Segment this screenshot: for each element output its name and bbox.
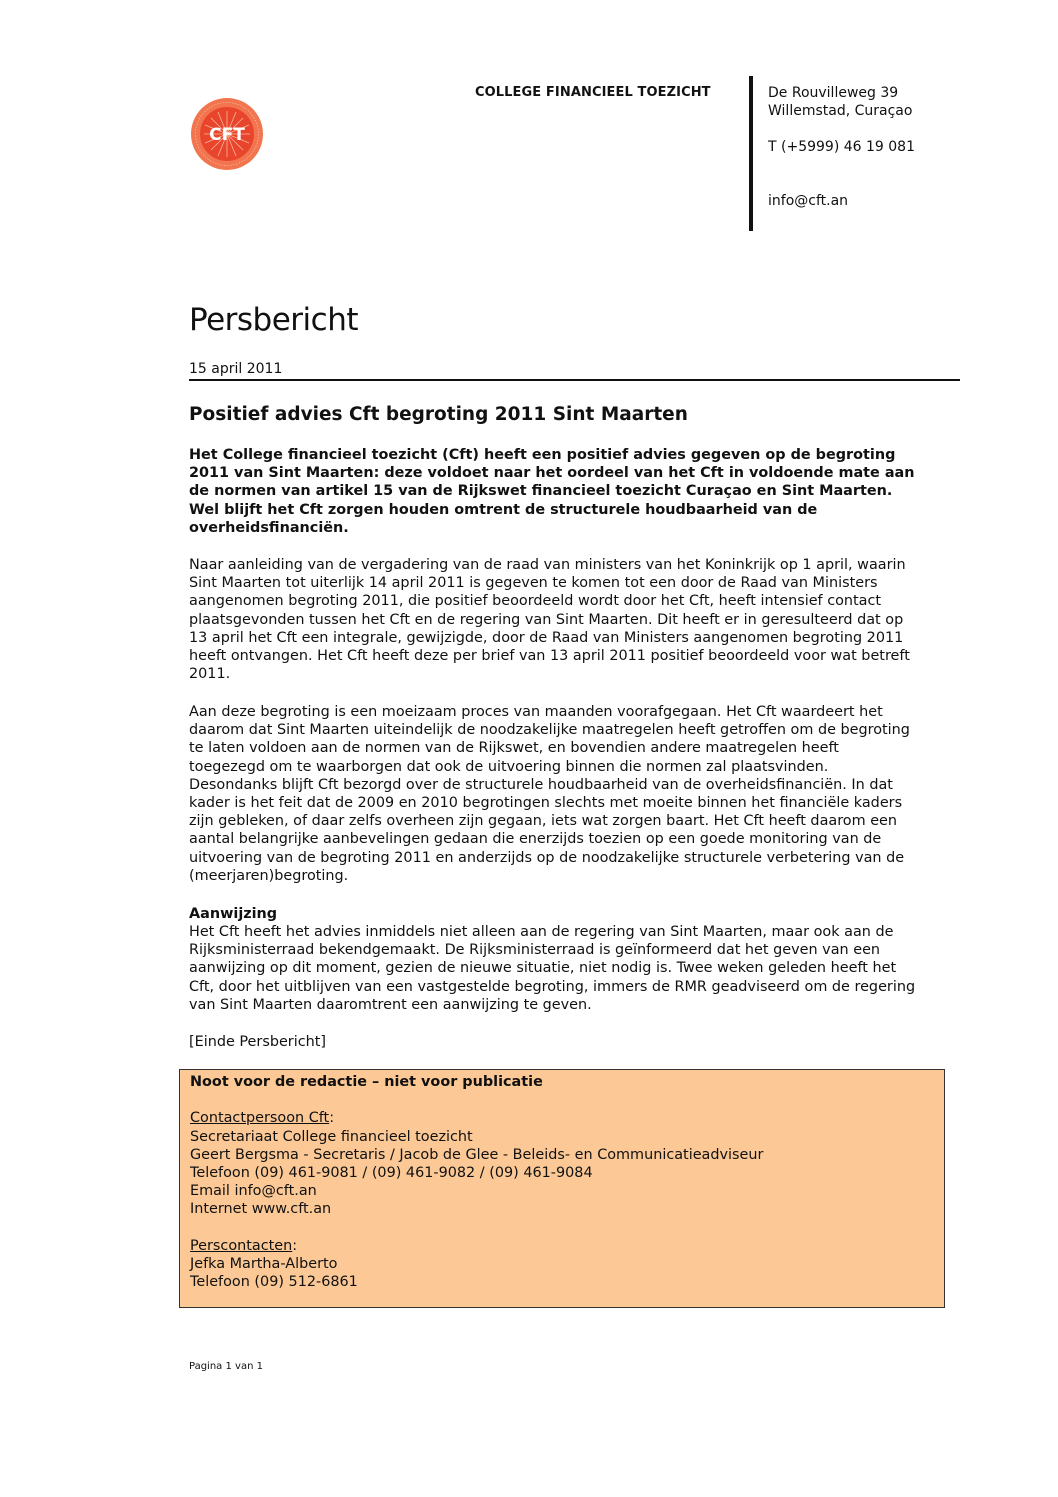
organization-name: COLLEGE FINANCIEEL TOEZICHT — [475, 85, 711, 100]
text-line: kader is het feit dat de 2009 en 2010 begrotingen slechts met moeite binnen het financiële kaders — [189, 795, 903, 812]
text-line: heeft ontvangen. Het Cft heeft deze per brief van 13 april 2011 positief beoordeeld voor wat betreft — [189, 648, 910, 665]
press-line: Jefka Martha-Alberto — [190, 1256, 338, 1272]
text-line: de normen van artikel 15 van de Rijkswet financieel toezicht Curaçao en Sint Maarten. — [189, 483, 893, 500]
text-line: plaatsgevonden tussen het Cft en de regering van Sint Maarten. Dit heeft er in geresulteerd dat op — [189, 611, 904, 628]
text-line: uitvoering van de begroting 2011 en anderzijds op de noodzakelijke structurele verbetering van de — [189, 849, 905, 866]
end-marker: [Einde Persbericht] — [189, 1034, 327, 1050]
text-line: overheidsfinanciën. — [189, 519, 349, 536]
text-line: Sint Maarten tot uiterlijk 14 april 2011 is gegeven te komen tot een door de Raad van Ministers — [189, 575, 878, 592]
headline: Positief advies Cft begroting 2011 Sint Maarten — [189, 404, 688, 425]
colon: : — [329, 1110, 335, 1127]
contact-line: Telefoon (09) 461-9081 / (09) 461-9082 / (09) 461-9084 — [190, 1165, 593, 1181]
document-type-title: Persbericht — [189, 302, 359, 338]
section-heading: Aanwijzing — [189, 906, 278, 922]
press-label-line — [190, 1237, 934, 1255]
colon: : — [292, 1237, 298, 1254]
editorial-note-box — [179, 1069, 945, 1308]
text-line: te laten voldoen aan de normen van de Rijkswet, en bovendien andere maatregelen heeft — [189, 740, 839, 757]
note-title: Noot voor de redactie – niet voor publicatie — [190, 1074, 543, 1090]
contact-line: Geert Bergsma - Secretaris / Jacob de Glee - Beleids- en Communicatieadviseur — [190, 1146, 764, 1163]
text-line: aantal belangrijke aanbevelingen gedaan die enerzijds toezien op een goede monitoring van de — [189, 831, 882, 848]
text-line: daarom dat Sint Maarten uiteindelijk de noodzakelijke maatregelen heeft getroffen om de begroting — [189, 722, 910, 739]
text-line: Het Cft heeft het advies inmiddels niet alleen aan de regering van Sint Maarten, maar ook aan de — [189, 924, 894, 940]
contact-website[interactable]: Internet www.cft.an — [190, 1201, 332, 1218]
text-line: Rijksministerraad bekendgemaakt. De Rijksministerraad is geïnformeerd dat het geven van een — [189, 942, 881, 959]
text-line: Wel blijft het Cft zorgen houden omtrent de structurele houdbaarheid van de — [189, 501, 818, 518]
paragraph-2 — [189, 703, 959, 885]
cft-logo — [190, 97, 264, 171]
title-divider — [189, 379, 960, 381]
contact-label: Contactpersoon Cft — [190, 1110, 330, 1127]
text-line: aangenomen begroting 2011, die positief beoordeeld wordt door het Cft, heeft intensief contact — [189, 593, 882, 610]
text-line: 2011 van Sint Maarten: deze voldoet naar het oordeel van het Cft in voldoende mate aan — [189, 465, 915, 482]
text-line: Het College financieel toezicht (Cft) heeft een positief advies gegeven op de begroting — [189, 447, 896, 463]
text-line: van Sint Maarten daaromtrent een aanwijzing te geven. — [189, 996, 592, 1013]
document-date: 15 april 2011 — [189, 361, 283, 377]
address-phone: T (+5999) 46 19 081 — [768, 139, 915, 155]
page-number: Pagina 1 van 1 — [189, 1361, 263, 1372]
header-divider — [749, 76, 753, 231]
contact-line: Secretariaat College financieel toezicht — [190, 1128, 473, 1145]
text-line: 2011. — [189, 666, 231, 683]
address-city: Willemstad, Curaçao — [768, 103, 913, 119]
text-line: Aan deze begroting is een moeizaam proces van maanden voorafgegaan. Het Cft waardeert het — [189, 704, 883, 720]
press-label: Perscontacten — [190, 1237, 293, 1254]
lead-paragraph — [189, 446, 959, 537]
contact-email[interactable]: Email info@cft.an — [190, 1183, 317, 1200]
text-line: zijn gebleken, of daar zelfs overheen zijn gegaan, iets wat zorgen baart. Het Cft heeft daarom een — [189, 813, 898, 830]
paragraph-1 — [189, 556, 959, 683]
text-line: (meerjaren)begroting. — [189, 867, 349, 884]
press-line: Telefoon (09) 512-6861 — [190, 1274, 358, 1291]
logo-text: CFT — [209, 125, 245, 145]
contact-label-line — [190, 1109, 934, 1127]
text-line: Naar aanleiding van de vergadering van de raad van ministers van het Koninkrijk op 1 april, waarin — [189, 557, 906, 573]
text-line: Cft, door het uitblijven van een vastgestelde begroting, immers de RMR geadviseerd om de regering — [189, 978, 916, 995]
text-line: Desondanks blijft Cft bezorgd over de structurele houdbaarheid van de overheidsfinanciën. In dat — [189, 776, 893, 793]
contact-address-block — [768, 84, 915, 210]
address-email[interactable]: info@cft.an — [768, 193, 849, 209]
text-line: toegezegd om te waarborgen dat ook de uitvoering binnen die normen zal plaatsvinden. — [189, 758, 829, 775]
text-line: 13 april het Cft een integrale, gewijzigde, door de Raad van Ministers aangenomen begroting 2011 — [189, 629, 904, 646]
address-street: De Rouvilleweg 39 — [768, 85, 899, 101]
paragraph-3 — [189, 923, 959, 1014]
text-line: aanwijzing op dit moment, gezien de nieuwe situatie, niet nodig is. Twee weken geleden heeft het — [189, 960, 897, 977]
